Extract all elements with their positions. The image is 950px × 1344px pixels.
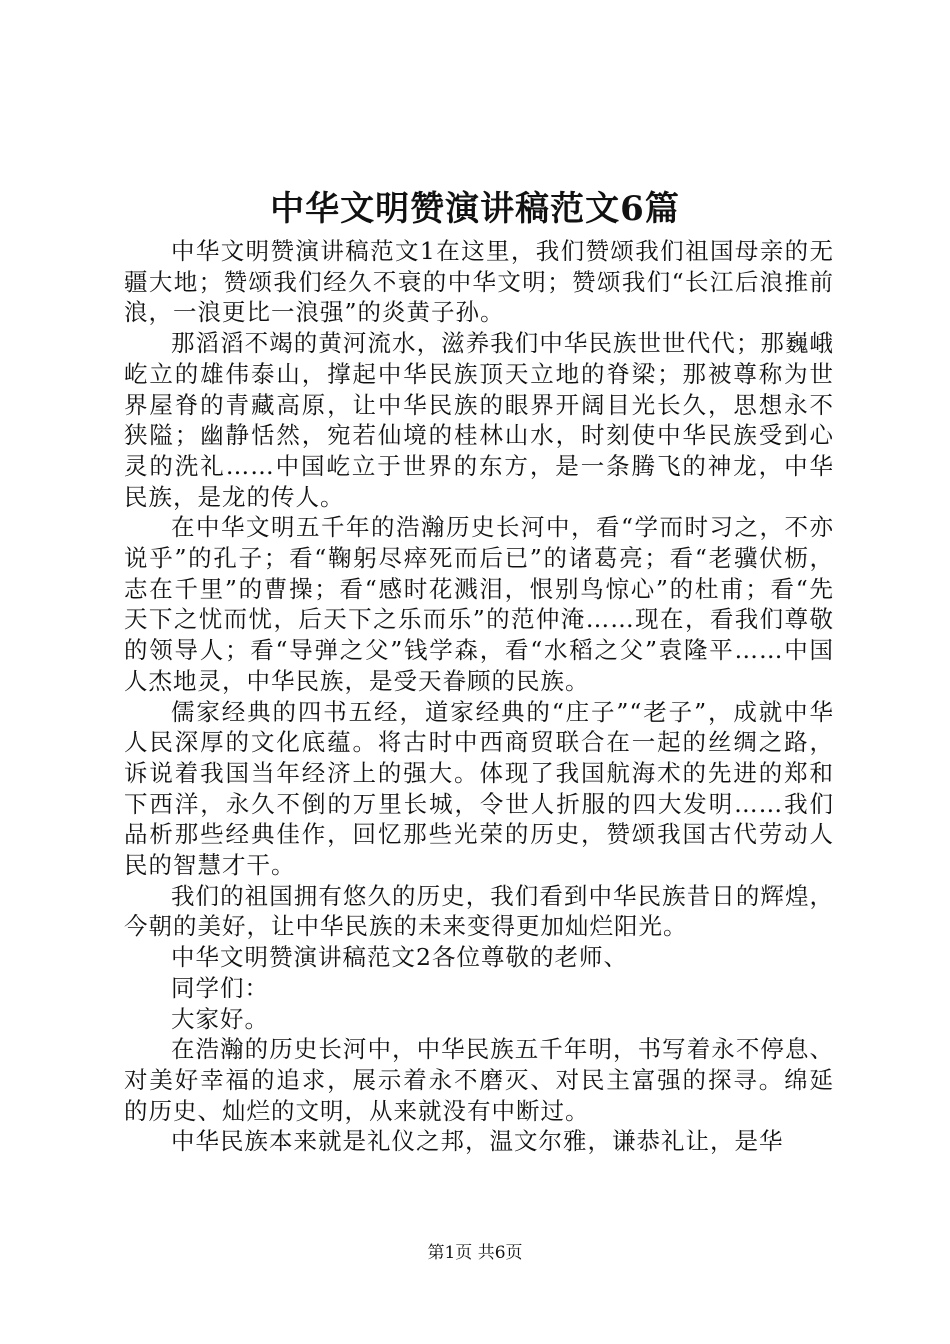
document-body — [124, 236, 834, 1157]
paragraph: 大家好。 — [171, 1004, 269, 1033]
page-number-footer: 第1页 共6页 — [427, 1243, 523, 1263]
paragraph: 我们的祖国拥有悠久的历史，我们看到中华民族昔日的辉煌，今朝的美好，让中华民族的未来变得更加灿烂阳光。 — [124, 881, 834, 941]
paragraph: 那滔滔不竭的黄河流水，滋养我们中华民族世世代代；那巍峨屹立的雄伟泰山，撑起中华民族顶天立地的脊梁；那被尊称为世界屋脊的青藏高原，让中华民族的眼界开阔目光长久，思想永不狭隘；幽静恬然，宛若仙境的桂林山水，时刻使中华民族受到心灵的洗礼……中国屹立于世界的东方，是一条腾飞的神龙，中华民族，是龙的传人。 — [124, 329, 834, 511]
paragraph: 同学们： — [171, 973, 269, 1002]
paragraph: 中华文明赞演讲稿范文2各位尊敬的老师、 — [171, 943, 628, 972]
paragraph: 中华民族本来就是礼仪之邦，温文尔雅，谦恭礼让，是华 — [171, 1127, 784, 1156]
paragraph: 儒家经典的四书五经，道家经典的“庄子”“老子”，成就中华人民深厚的文化底蕴。将古时中西商贸联合在一起的丝绸之路，诉说着我国当年经济上的强大。体现了我国航海术的先进的郑和下西洋，永久不倒的万里长城，令世人折服的四大发明……我们品析那些经典佳作，回忆那些光荣的历史，赞颂我国古代劳动人民的智慧才干。 — [124, 697, 834, 880]
document-title: 中华文明赞演讲稿范文6篇 — [270, 189, 680, 229]
paragraph: 中华文明赞演讲稿范文1在这里，我们赞颂我们祖国母亲的无疆大地；赞颂我们经久不衰的中华文明；赞颂我们“长江后浪推前浪，一浪更比一浪强”的炎黄子孙。 — [124, 237, 834, 327]
paragraph: 在浩瀚的历史长河中，中华民族五千年明，书写着永不停息、对美好幸福的追求，展示着永不磨灭、对民主富强的探寻。绵延的历史、灿烂的文明，从来就没有中断过。 — [124, 1035, 834, 1125]
paragraph: 在中华文明五千年的浩瀚历史长河中，看“学而时习之，不亦说乎”的孔子；看“鞠躬尽瘁死而后已”的诸葛亮；看“老骥伏枥，志在千里”的曹操；看“感时花溅泪，恨别鸟惊心”的杜甫；看“先天下之忧而忧，后天下之乐而乐”的范仲淹……现在，看我们尊敬的领导人；看“导弹之父”钱学森，看“水稻之父”袁隆平……中国人杰地灵，中华民族，是受天眷顾的民族。 — [124, 513, 834, 695]
